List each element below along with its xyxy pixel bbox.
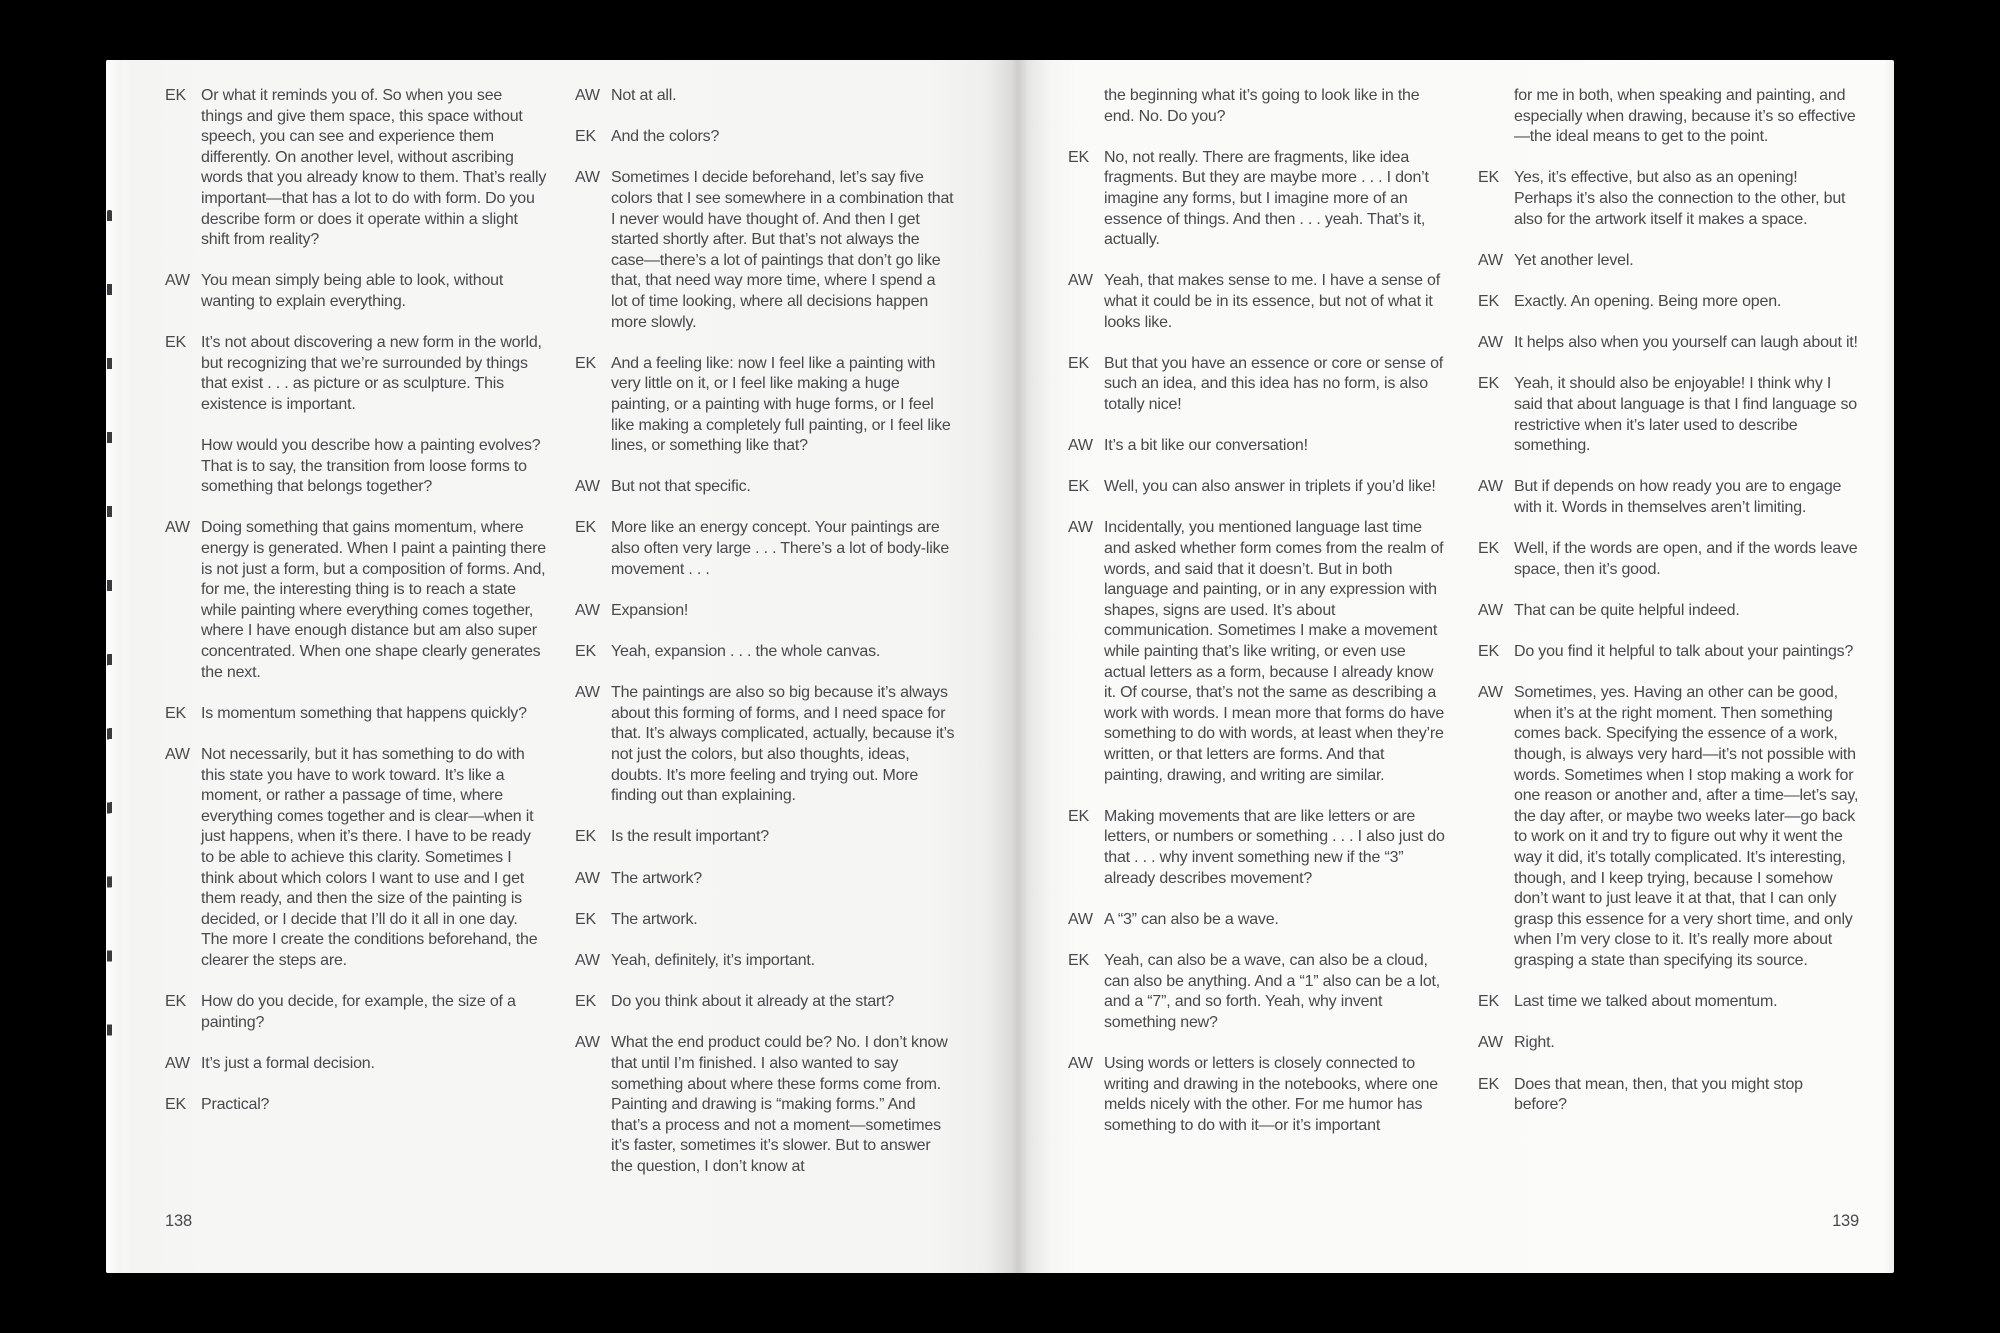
dialogue-entry (575, 869, 955, 890)
dialogue-text: Practical? (201, 1096, 270, 1114)
dialogue-entry (575, 86, 955, 107)
dialogue-text: How do you decide, for example, the size of a painting? (201, 993, 516, 1031)
speaker-label: AW (1478, 334, 1503, 352)
dialogue-entry (1068, 354, 1446, 416)
dialogue-text: The paintings are also so big because it’s always about this forming of forms, and I need space for that. It’s always complicated, actually, because it’s not just the colors, but also thoughts, ideas, doubts. It’s more feeling and trying out. More finding out than explaining. (611, 684, 955, 805)
speaker-label: EK (1478, 540, 1499, 558)
dialogue-column-left-1 (165, 86, 547, 1116)
dialogue-column-right-2 (1478, 86, 1859, 1116)
dialogue-text: You mean simply being able to look, without wanting to explain everything. (201, 272, 504, 310)
dialogue-text: But that you have an essence or core or sense of such an idea, and this idea has no form, is also totally nice! (1104, 354, 1444, 413)
dialogue-entry (575, 683, 955, 807)
dialogue-entry (165, 1054, 547, 1075)
dialogue-column-right-1 (1068, 86, 1446, 1136)
speaker-label: AW (1478, 601, 1503, 619)
dialogue-entry (575, 951, 955, 972)
dialogue-entry (575, 827, 955, 848)
dialogue-text: The artwork. (611, 910, 698, 928)
speaker-label: EK (575, 519, 596, 537)
speaker-label: AW (1478, 684, 1503, 702)
dialogue-entry (1478, 601, 1859, 622)
dialogue-text: Well, if the words are open, and if the words leave space, then it’s good. (1514, 540, 1858, 578)
dialogue-entry (165, 1095, 547, 1116)
dialogue-entry (1068, 1054, 1446, 1136)
speaker-label: EK (1478, 169, 1499, 187)
speaker-label: AW (1068, 910, 1093, 928)
dialogue-entry (1478, 477, 1859, 518)
dialogue-text: the beginning what it’s going to look like in the end. No. Do you? (1104, 87, 1420, 125)
speaker-label: EK (165, 704, 186, 722)
speaker-label: EK (1478, 643, 1499, 661)
dialogue-text: Using words or letters is closely connected to writing and drawing in the notebooks, where one melds nicely with the other. For me humor has something to do with it—or it’s important (1104, 1054, 1438, 1134)
dialogue-entry (1478, 683, 1859, 971)
dialogue-text: More like an energy concept. Your paintings are also often very large . . . There’s a lot of body-like movement . . . (611, 519, 950, 578)
dialogue-text: Not necessarily, but it has something to do with this state you have to work toward. It’s like a moment, or rather a passage of time, where everything comes together and is clear—when it just happens, when it’s there. I have to be ready to be able to achieve this clarity. Sometimes I think about which colors I want to use and I get them ready, and then the size of the painting is decided, or I decide that I’ll do it all in one day. The more I create the conditions beforehand, the clearer the steps are. (201, 746, 538, 969)
speaker-label (1068, 86, 1104, 127)
speaker-label: EK (575, 643, 596, 661)
speaker-label: AW (165, 1054, 190, 1072)
dialogue-entry (1068, 436, 1446, 457)
dialogue-text: Is momentum something that happens quickly? (201, 704, 527, 722)
speaker-label: EK (1068, 148, 1089, 166)
dialogue-entry (575, 168, 955, 333)
dialogue-entry (575, 910, 955, 931)
speaker-label (1478, 86, 1514, 148)
dialogue-text: Yeah, it should also be enjoyable! I think why I said that about language is that I find language so restrictive when it’s later used to describe something. (1514, 375, 1857, 455)
page-number-left: 138 (165, 1212, 192, 1230)
dialogue-entry (1478, 333, 1859, 354)
dialogue-entry (575, 601, 955, 622)
dialogue-entry (165, 86, 547, 251)
speaker-label: AW (1068, 519, 1093, 537)
speaker-label: EK (575, 993, 596, 1011)
dialogue-entry (1478, 992, 1859, 1013)
dialogue-text: And a feeling like: now I feel like a painting with very little on it, or I feel like making a huge painting, or a painting with huge forms, or I feel like making a completely full painting, or I feel like lines, or something like that? (611, 354, 951, 455)
dialogue-text: Making movements that are like letters or are letters, or numbers or something . . . I also just do that . . . why invent something new if the “3” already describes movement? (1104, 807, 1445, 887)
speaker-label: EK (165, 993, 186, 1011)
dialogue-text: But not that specific. (611, 478, 751, 496)
dialogue-entry (165, 271, 547, 312)
page-number-right: 139 (1832, 1212, 1859, 1230)
dialogue-entry (575, 518, 955, 580)
speaker-label: EK (1478, 1075, 1499, 1093)
dialogue-text: Do you think about it already at the start? (611, 993, 895, 1011)
dialogue-text: Sometimes, yes. Having an other can be good, when it’s at the right moment. Then something comes back. Specifying the essence of a work, though, is always very hard—it’s not possible with words. Sometimes when I stop making a work for one reason or another and, after a time—let’s say, the day after, or maybe two weeks later—go back to work on it and try to figure out why it went the way it did, it’s totally complicated. It’s interesting, though, and I keep trying, because I somehow don’t want to just leave it at that, that I can only grasp this essence for a very short time, and only when I’m very close to it. It’s really more about grasping a state than specifying its source. (1514, 684, 1859, 969)
speaker-label: EK (575, 910, 596, 928)
dialogue-entry (1478, 1033, 1859, 1054)
dialogue-column-left-2 (575, 86, 955, 1177)
dialogue-text: Yeah, that makes sense to me. I have a sense of what it could be in its essence, but not of what it looks like. (1104, 272, 1440, 331)
speaker-label: EK (575, 354, 596, 372)
speaker-label: AW (575, 869, 600, 887)
dialogue-entry (575, 1033, 955, 1177)
speaker-label: AW (1068, 272, 1093, 290)
speaker-label: AW (575, 601, 600, 619)
dialogue-entry (575, 992, 955, 1013)
dialogue-text: Is the result important? (611, 828, 769, 846)
speaker-label: EK (165, 87, 186, 104)
dialogue-entry (165, 518, 547, 683)
speaker-label: EK (575, 128, 596, 146)
dialogue-entry (165, 333, 547, 498)
speaker-label: AW (575, 951, 600, 969)
speaker-label: AW (165, 746, 190, 763)
dialogue-entry (165, 704, 547, 725)
speaker-label: EK (1068, 807, 1089, 825)
dialogue-entry (1068, 86, 1446, 127)
dialogue-entry (575, 642, 955, 663)
dialogue-text: Last time we talked about momentum. (1514, 993, 1778, 1011)
speaker-label: EK (165, 1096, 186, 1114)
dialogue-entry (1478, 292, 1859, 313)
dialogue-entry (575, 354, 955, 457)
dialogue-text: Yes, it’s effective, but also as an opening! Perhaps it’s also the connection to the other, but also for the artwork itself it makes a space. (1514, 169, 1846, 228)
dialogue-entry (1068, 910, 1446, 931)
speaker-label: EK (1068, 354, 1089, 372)
dialogue-entry (1478, 374, 1859, 456)
speaker-label: EK (1068, 478, 1089, 496)
dialogue-text: Does that mean, then, that you might stop before? (1514, 1075, 1803, 1114)
dialogue-entry (165, 992, 547, 1033)
dialogue-text: Exactly. An opening. Being more open. (1514, 292, 1782, 310)
dialogue-text: Right. (1514, 1034, 1555, 1052)
speaker-label: AW (1068, 1054, 1093, 1072)
dialogue-text: What the end product could be? No. I don’t know that until I’m finished. I also wanted to say something about where these forms come from. Painting and drawing is “making forms.” And that’s a process and not a moment—sometimes it’s faster, sometimes it’s slower. But to answer the question, I don’t know at (611, 1034, 948, 1175)
dialogue-text: Yeah, definitely, it’s important. (611, 951, 815, 969)
speaker-label: AW (165, 272, 190, 290)
page-edge-stack (106, 60, 122, 1273)
speaker-label: AW (1478, 251, 1503, 269)
speaker-label: AW (165, 519, 190, 537)
speaker-label: AW (1478, 478, 1503, 496)
dialogue-entry (1068, 807, 1446, 889)
dialogue-entry (1478, 168, 1859, 230)
speaker-label: EK (1478, 993, 1499, 1011)
dialogue-text: Yeah, can also be a wave, can also be a cloud, can also be anything. And a “1” also can be a lot, and a “7”, and so forth. Yeah, why invent something new? (1104, 951, 1441, 1031)
dialogue-entry (1478, 539, 1859, 580)
dialogue-text: Incidentally, you mentioned language last time and asked whether form comes from the realm of words, and said that it doesn’t. But in both language and painting, or in any expression with shapes, signs are used. It’s about communication. Sometimes I make a movement while painting that’s like writing, or even use actual letters as a form, because I already know it. Of course, that’s not the same as describing a work with words. I mean more that forms do have something to do with words, at least when they’re written, or that letters are forms. And that painting, drawing, and writing are similar. (1104, 519, 1445, 784)
dialogue-text: Yeah, expansion . . . the whole canvas. (611, 643, 881, 661)
dialogue-text: It’s a bit like our conversation! (1104, 437, 1308, 455)
dialogue-text: And the colors? (611, 128, 720, 146)
speaker-label: EK (165, 334, 186, 352)
dialogue-entry (575, 477, 955, 498)
dialogue-text: Well, you can also answer in triplets if you’d like! (1104, 478, 1436, 496)
dialogue-text: Doing something that gains momentum, where energy is generated. When I paint a painting there is not just a form, but a composition of forms. And, for me, the interesting thing is to reach a state while painting where everything comes together, where I have enough distance but am also super concentrated. When one shape clearly generates the next. (201, 519, 546, 681)
dialogue-text: The artwork? (611, 869, 702, 887)
dialogue-text: for me in both, when speaking and painting, and especially when drawing, because it’s so effective—the ideal means to get to the point. (1514, 87, 1856, 146)
dialogue-text: It helps also when you yourself can laugh about it! (1514, 334, 1858, 352)
dialogue-text: It’s just a formal decision. (201, 1054, 375, 1072)
speaker-label: AW (575, 1034, 600, 1052)
dialogue-entry (1068, 477, 1446, 498)
dialogue-entry (1478, 642, 1859, 663)
speaker-label: EK (1068, 951, 1089, 969)
dialogue-text: Expansion! (611, 601, 689, 619)
speaker-label: EK (575, 828, 596, 846)
dialogue-entry (1068, 271, 1446, 333)
dialogue-text: No, not really. There are fragments, like idea fragments. But they are maybe more . . . I don’t imagine any forms, but I imagine more of an essence of things. And then . . . yeah. That’s it, actually. (1104, 148, 1429, 249)
book-spread (106, 60, 1894, 1273)
dialogue-entry (165, 745, 547, 972)
speaker-label: AW (575, 87, 600, 104)
dialogue-text: That can be quite helpful indeed. (1514, 601, 1740, 619)
dialogue-entry (1068, 951, 1446, 1033)
dialogue-text: But if depends on how ready you are to engage with it. Words in themselves aren’t limiting. (1514, 478, 1842, 516)
page-edge-marks (107, 210, 112, 1090)
dialogue-text: Or what it reminds you of. So when you see things and give them space, this space without speech, you can see and experience them differently. On another level, without ascribing words that you already know to them. That’s really important—that has a lot to do with form. Do you describe form or does it operate within a slight shift from reality? (201, 87, 547, 249)
speaker-label: EK (1478, 375, 1499, 393)
dialogue-text: A “3” can also be a wave. (1104, 910, 1279, 928)
speaker-label: AW (575, 478, 600, 496)
dialogue-entry (1068, 518, 1446, 786)
speaker-label: AW (575, 169, 600, 187)
dialogue-entry (1478, 86, 1859, 148)
dialogue-entry (1478, 1075, 1859, 1116)
dialogue-entry (575, 127, 955, 148)
speaker-label: EK (1478, 292, 1499, 310)
dialogue-text: Sometimes I decide beforehand, let’s say five colors that I see somewhere in a combination that I never would have thought of. And then I get started shortly after. But that’s not always the case—there’s a lot of paintings that don’t go like that, that need way more time, where I spend a lot of time looking, where all decisions happen more slowly. (611, 169, 954, 331)
dialogue-text: It’s not about discovering a new form in the world, but recognizing that we’re surrounded by things that exist . . . as picture or as sculpture. This existence is important. How would you describe how a painting evolves? That is to say, the transition from loose forms to something that belongs together? (201, 334, 542, 496)
speaker-label: AW (575, 684, 600, 702)
dialogue-text: Not at all. (611, 87, 677, 104)
dialogue-entry (1068, 148, 1446, 251)
speaker-label: AW (1068, 437, 1093, 455)
speaker-label: AW (1478, 1034, 1503, 1052)
dialogue-entry (1478, 251, 1859, 272)
dialogue-text: Do you find it helpful to talk about your paintings? (1514, 643, 1854, 661)
dialogue-text: Yet another level. (1514, 251, 1634, 269)
